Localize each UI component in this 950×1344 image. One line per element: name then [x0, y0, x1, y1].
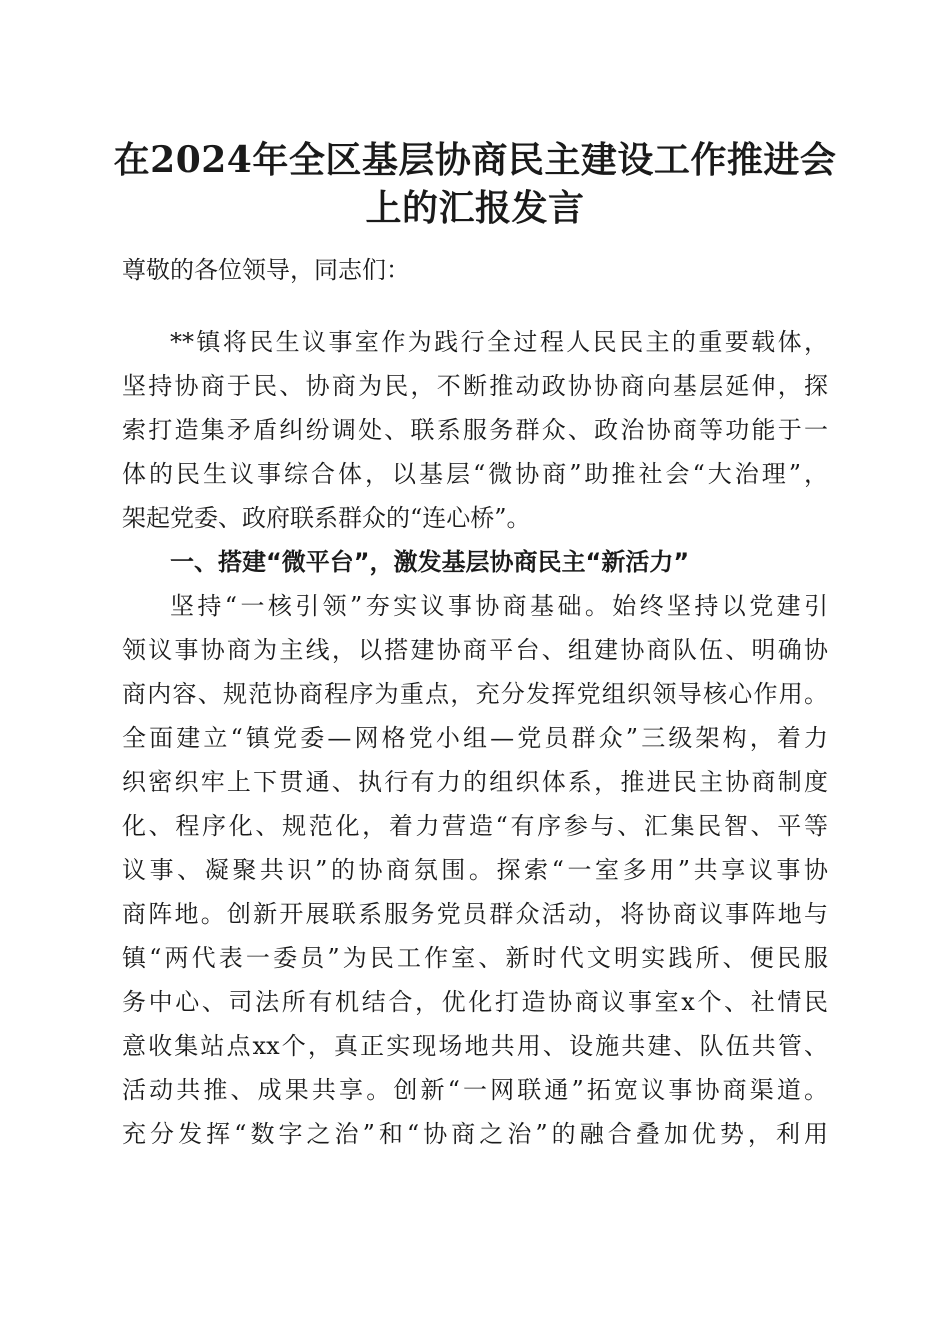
body-line: 镇“两代表一委员”为民工作室、新时代文明实践所、便民服 — [122, 944, 828, 972]
body-line: 充分发挥“数字之治”和“协商之治”的融合叠加优势，利用 — [122, 1120, 828, 1148]
salutation: 尊敬的各位领导，同志们： — [122, 256, 410, 284]
intro-line: 体的民生议事综合体，以基层“微协商”助推社会“大治理”， — [122, 460, 828, 488]
intro-line: 索打造集矛盾纠纷调处、联系服务群众、政治协商等功能于一 — [122, 416, 828, 444]
intro-line: 架起党委、政府联系群众的“连心桥”。 — [122, 504, 531, 532]
body-line: 织密织牢上下贯通、执行有力的组织体系，推进民主协商制度 — [122, 768, 828, 796]
body-line: 坚持“一核引领”夯实议事协商基础。始终坚持以党建引 — [170, 592, 828, 620]
body-line: 活动共推、成果共享。创新“一网联通”拓宽议事协商渠道。 — [122, 1076, 828, 1104]
body-line: 商内容、规范协商程序为重点，充分发挥党组织领导核心作用。 — [122, 680, 828, 708]
document-title-line-1: 在2024年全区基层协商民主建设工作推进会 — [113, 139, 837, 181]
body-line: 全面建立“镇党委—网格党小组—党员群众”三级架构，着力 — [122, 724, 828, 752]
body-line: 商阵地。创新开展联系服务党员群众活动，将协商议事阵地与 — [122, 900, 828, 928]
section-heading: 一、搭建“微平台”，激发基层协商民主“新活力” — [170, 548, 690, 576]
body-line: 议事、凝聚共识”的协商氛围。探索“一室多用”共享议事协 — [122, 856, 828, 884]
intro-line: 坚持协商于民、协商为民，不断推动政协协商向基层延伸，探 — [122, 372, 828, 400]
body-line: 务中心、司法所有机结合，优化打造协商议事室x个、社情民 — [122, 988, 828, 1016]
body-line: 领议事协商为主线，以搭建协商平台、组建协商队伍、明确协 — [122, 636, 828, 664]
body-line: 意收集站点xx个，真正实现场地共用、设施共建、队伍共管、 — [122, 1032, 828, 1060]
intro-line: **镇将民生议事室作为践行全过程人民民主的重要载体， — [170, 328, 828, 356]
body-line: 化、程序化、规范化，着力营造“有序参与、汇集民智、平等 — [122, 812, 828, 840]
document-title-line-2: 上的汇报发言 — [365, 187, 585, 229]
